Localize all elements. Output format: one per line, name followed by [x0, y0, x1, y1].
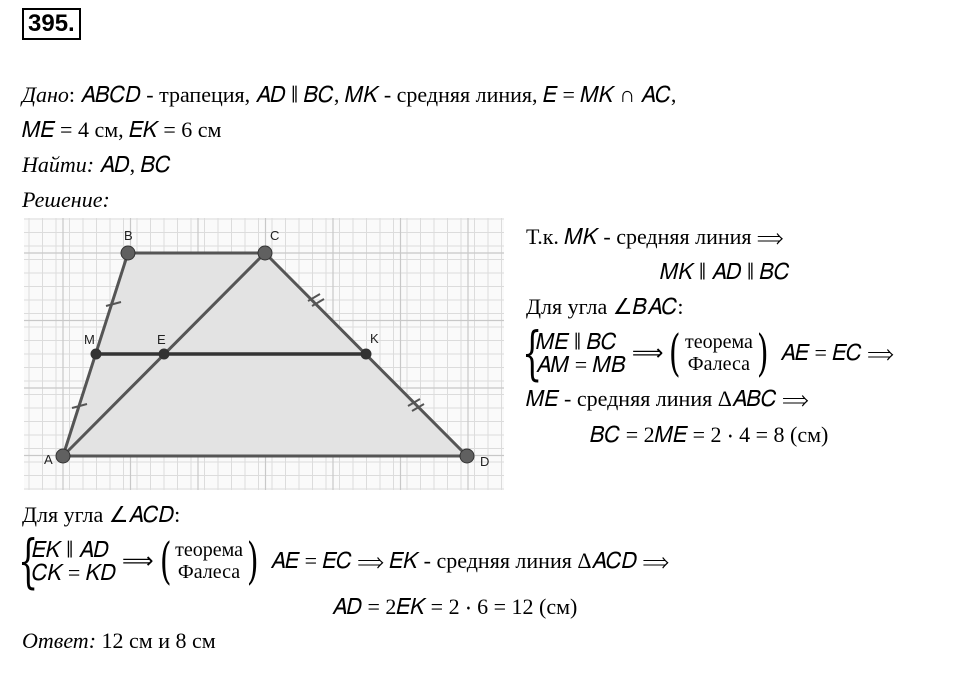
- theorem-2-bottom: Фалеса: [177, 561, 241, 583]
- system-2-eq-b: 𝐶𝐾 = 𝐾𝐷: [32, 560, 117, 585]
- given-line-2: 𝑀𝐸 = 4 см, 𝐸𝐾 = 6 см: [22, 117, 222, 142]
- system-1: { 𝑀𝐸 ∥ 𝐵𝐶 𝐴𝑀 = 𝑀𝐵 ⟹ ( теорема Фалеса ) 𝐴𝐸 = 𝐸𝐶 ⟹: [522, 319, 894, 387]
- label-k: K: [370, 331, 379, 346]
- answer-label: Ответ:: [22, 628, 97, 653]
- right-line-5: 𝑀𝐸 - средняя линия Δ𝐴𝐵𝐶 ⟹: [526, 386, 809, 411]
- point-k: [361, 349, 371, 359]
- point-c: [258, 246, 272, 260]
- system-1-lines: [536, 330, 626, 376]
- theorem-2-top: теорема: [175, 539, 243, 561]
- point-m: [91, 349, 101, 359]
- label-a: A: [44, 452, 53, 467]
- theorem-1-bottom: Фалеса: [687, 353, 751, 375]
- trapezoid-figure: [24, 218, 504, 490]
- point-e: [159, 349, 169, 359]
- label-c: C: [270, 228, 280, 243]
- point-d: [460, 449, 474, 463]
- bottom-line-1: Для угла ∠𝐴𝐶𝐷:: [22, 502, 181, 527]
- theorem-2: [175, 539, 243, 583]
- given-text-1: : 𝐴𝐵𝐶𝐷 - трапеция, 𝐴𝐷 ∥ 𝐵𝐶, 𝑀𝐾 - средняя линия, 𝐸 = 𝑀𝐾 ∩ 𝐴𝐶,: [68, 82, 677, 107]
- implies-2: ⟹: [122, 548, 154, 573]
- right-line-2: 𝑀𝐾 ∥ 𝐴𝐷 ∥ 𝐵𝐶: [660, 259, 790, 284]
- answer-line: [22, 630, 216, 652]
- find-label: Найти:: [22, 152, 95, 177]
- system-2-result: 𝐴𝐸 = 𝐸𝐶 ⟹ 𝐸𝐾 - средняя линия Δ𝐴𝐶𝐷 ⟹: [270, 548, 670, 573]
- brace-symbol: {: [522, 319, 543, 387]
- system-2-lines: [32, 538, 116, 584]
- system-2: { 𝐸𝐾 ∥ 𝐴𝐷 𝐶𝐾 = 𝐾𝐷 ⟹ ( теорема Фалеса ) 𝐴𝐸 = 𝐸𝐶 ⟹ 𝐸𝐾 - средняя линия Δ𝐴𝐶𝐷 ⟹: [18, 527, 670, 595]
- given-label: Дано: [22, 82, 69, 107]
- system-1-eq-b: 𝐴𝑀 = 𝑀𝐵: [536, 352, 626, 377]
- theorem-1: [685, 331, 753, 375]
- bottom-line-3: 𝐴𝐷 = 2𝐸𝐾 = 2 ⋅ 6 = 12 (см): [332, 594, 578, 619]
- implies-1: ⟹: [631, 340, 664, 365]
- system-2-eq-a: 𝐸𝐾 ∥ 𝐴𝐷: [32, 536, 109, 562]
- right-line-3: Для угла ∠𝐵𝐴𝐶:: [526, 294, 684, 319]
- find-value: 𝐴𝐷, 𝐵𝐶: [99, 152, 171, 177]
- right-line-1: Т.к. 𝑀𝐾 - средняя линия ⟹: [526, 224, 784, 249]
- system-1-result: 𝐴𝐸 = 𝐸𝐶 ⟹: [780, 340, 894, 365]
- solution-label: Решение:: [22, 187, 110, 212]
- theorem-1-top: теорема: [684, 331, 753, 353]
- system-1-eq-a: 𝑀𝐸 ∥ 𝐵𝐶: [536, 328, 617, 354]
- point-a: [56, 449, 70, 463]
- problem-number: 395.: [22, 8, 81, 40]
- label-b: B: [124, 228, 133, 243]
- label-e: E: [157, 332, 166, 347]
- label-d: D: [480, 454, 490, 469]
- label-m: M: [84, 332, 95, 347]
- brace-symbol-2: {: [18, 527, 39, 595]
- find-line: [22, 154, 171, 176]
- point-b: [121, 246, 135, 260]
- answer-value: 12 см и 8 см: [96, 628, 216, 653]
- given-line-1: [22, 84, 676, 106]
- right-line-6: 𝐵𝐶 = 2𝑀𝐸 = 2 ⋅ 4 = 8 (см): [590, 422, 829, 447]
